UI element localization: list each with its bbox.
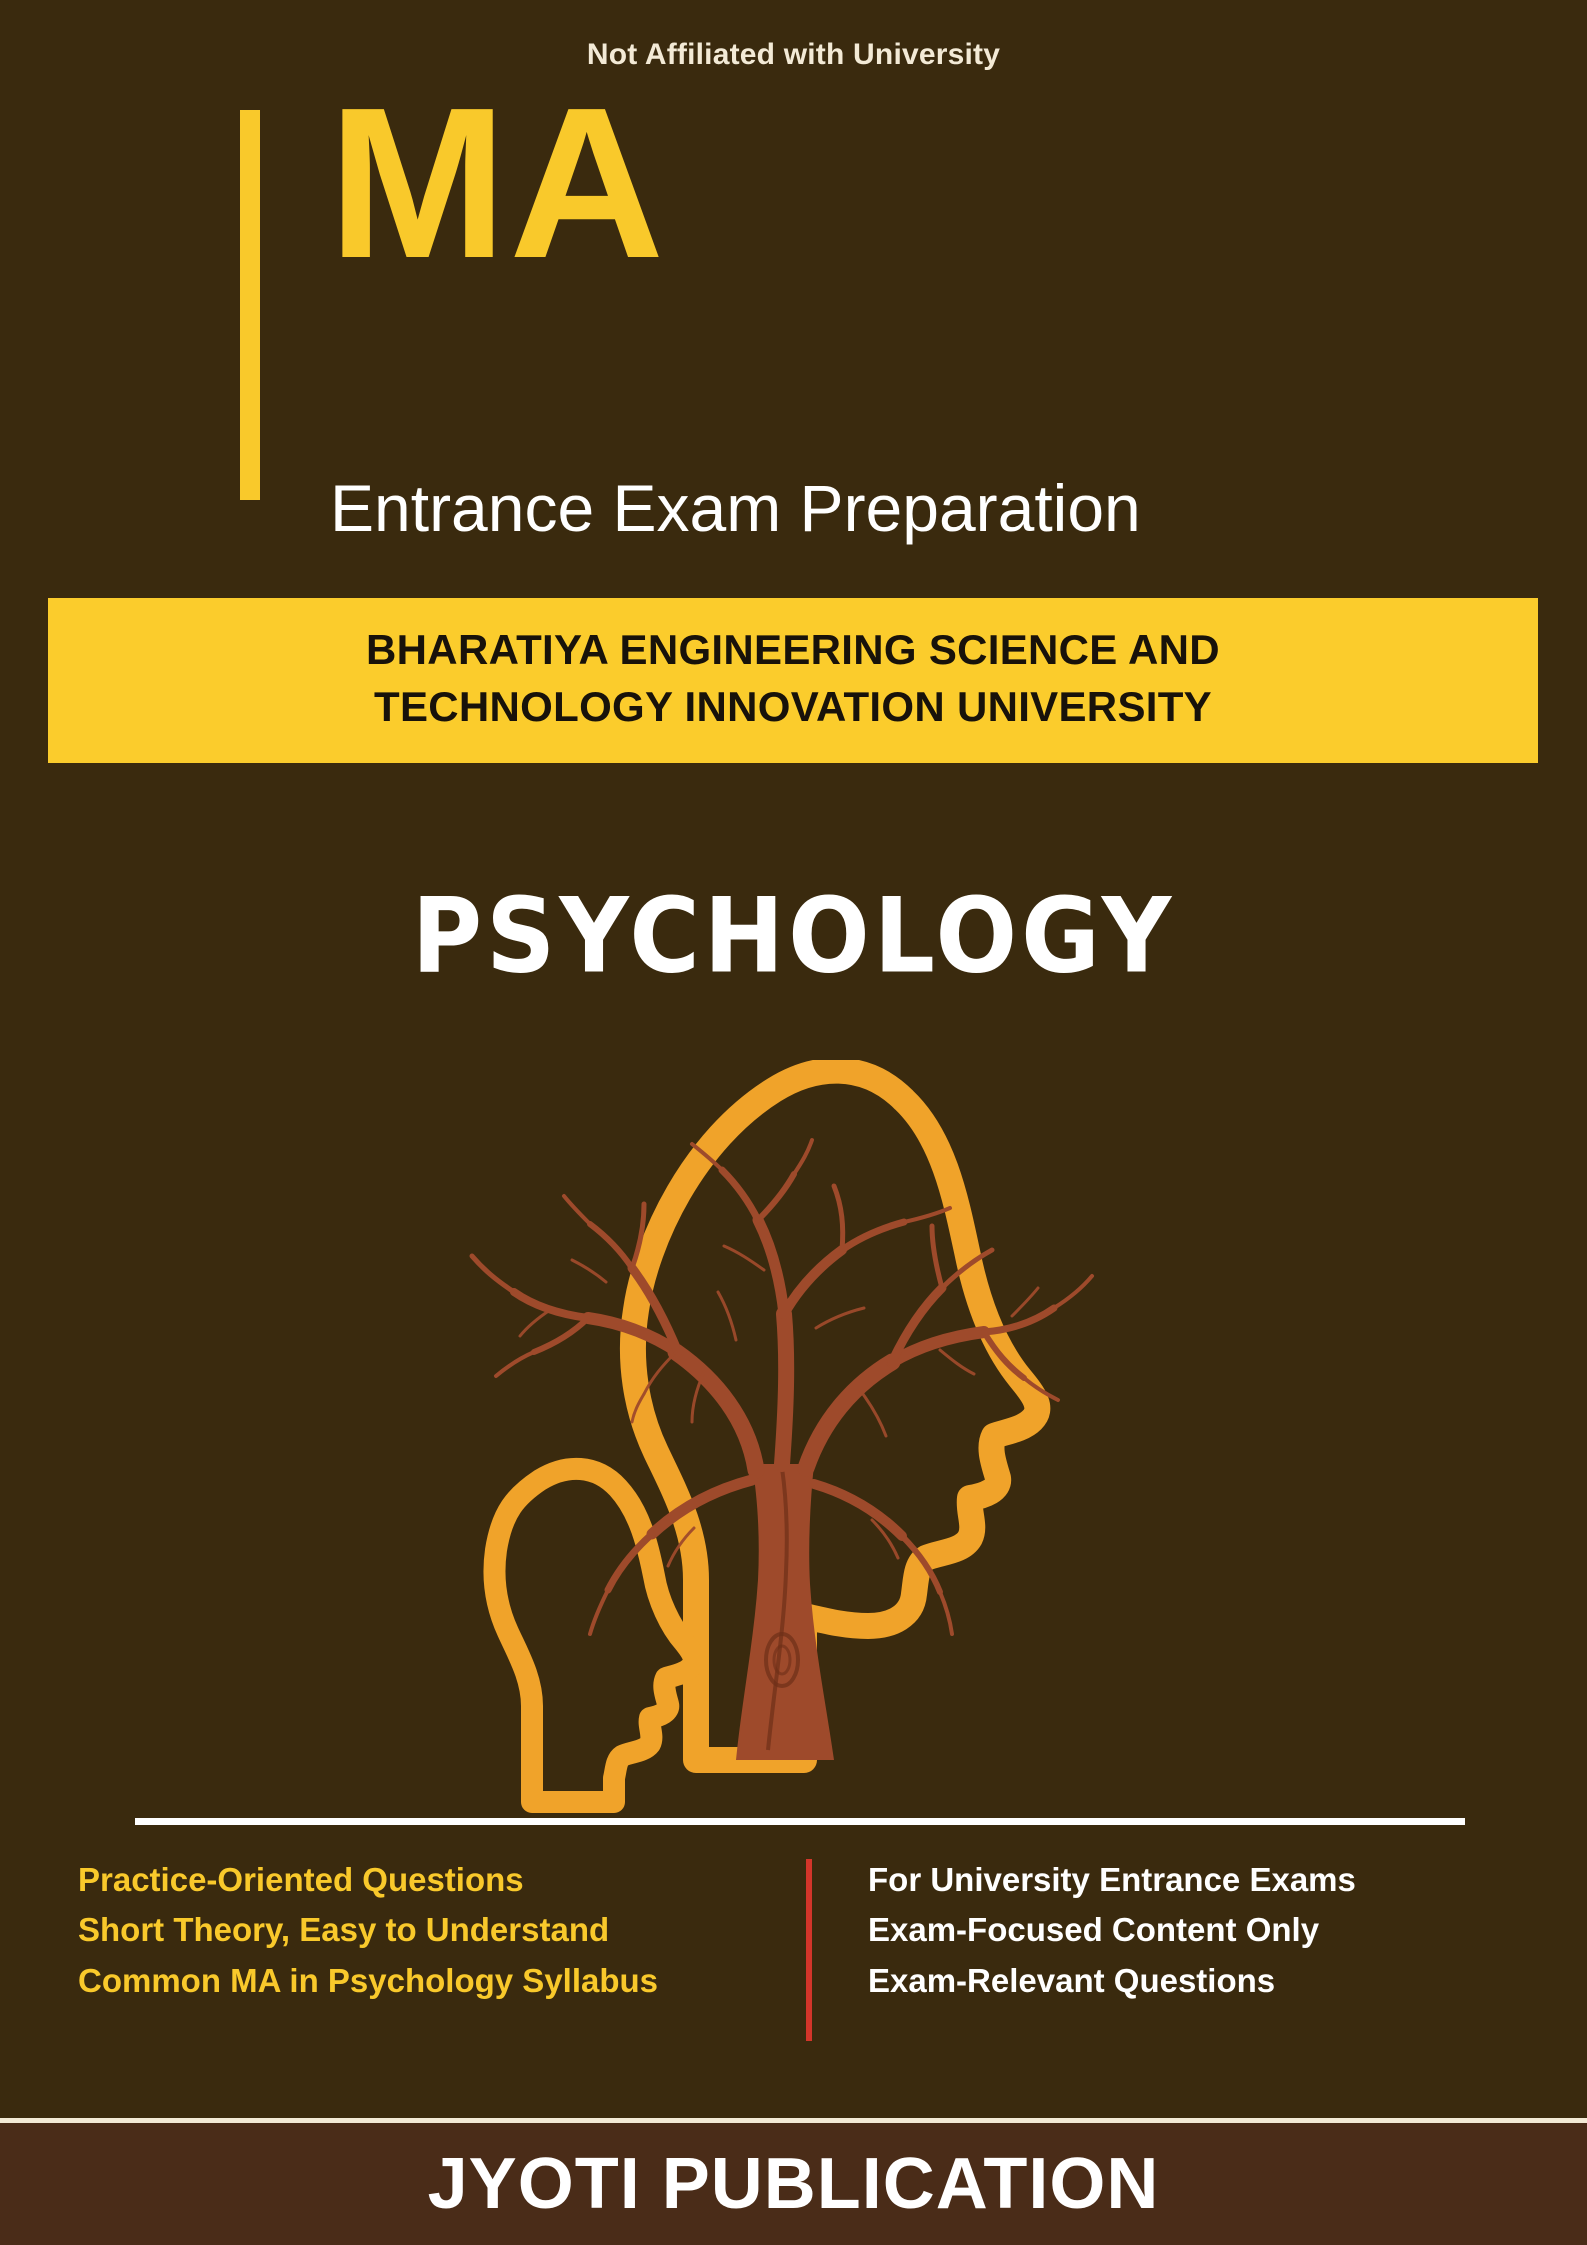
disclaimer-text: Not Affiliated with University [586, 38, 1001, 71]
features-right-column [868, 1855, 1488, 2006]
cover-subtitle: Entrance Exam Preparation [330, 471, 1141, 545]
feature-item: For University Entrance Exams [868, 1861, 1356, 1898]
features-separator [806, 1859, 812, 2041]
subject-title: PSYCHOLOGY [411, 875, 1176, 997]
university-line-2: TECHNOLOGY INNOVATION UNIVERSITY [374, 682, 1212, 730]
degree-title: MA [328, 62, 667, 303]
title-block [240, 62, 1340, 545]
features-left-column [78, 1855, 748, 2006]
features-section [78, 1855, 1508, 2055]
feature-item: Exam-Relevant Questions [868, 1961, 1276, 1999]
feature-item: Short Theory, Easy to Understand [78, 1911, 610, 1949]
feature-item: Exam-Focused Content Only [868, 1911, 1320, 1949]
feature-item: Practice-Oriented Questions [78, 1861, 524, 1898]
university-line-1: BHARATIYA ENGINEERING SCIENCE AND [366, 626, 1220, 673]
university-banner [48, 598, 1538, 763]
head-profiles-with-tree-illustration [0, 1060, 1587, 1820]
section-divider [135, 1818, 1465, 1825]
publisher-name: JYOTI PUBLICATION [427, 2144, 1160, 2224]
feature-item: Common MA in Psychology Syllabus [78, 1961, 659, 1999]
publisher-footer [0, 2118, 1587, 2245]
title-accent-bar [240, 110, 260, 500]
